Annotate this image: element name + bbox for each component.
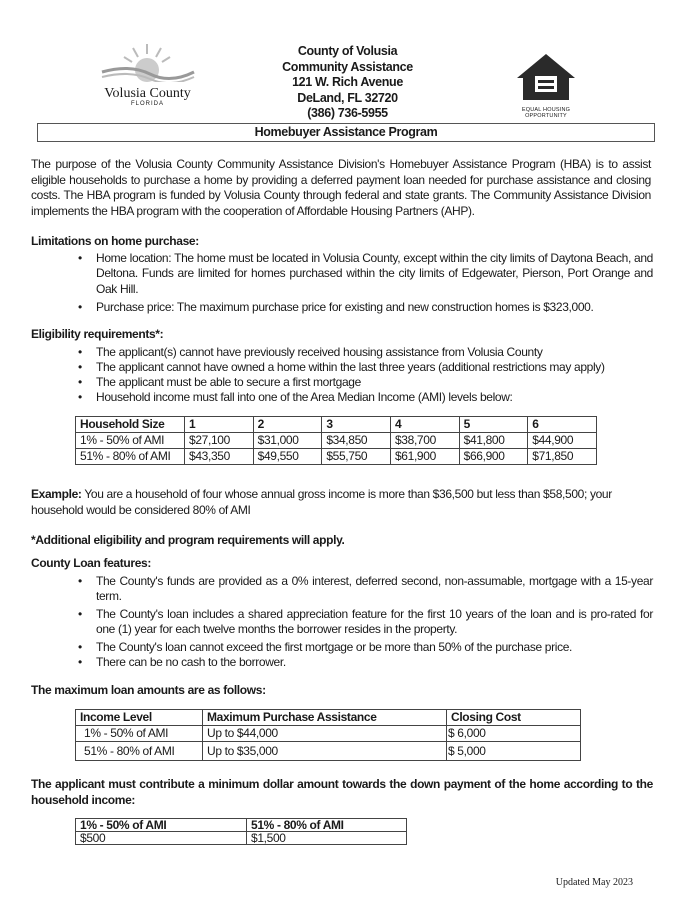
header-cell: 2: [253, 417, 322, 433]
program-title: Homebuyer Assistance Program: [37, 123, 655, 142]
cell: $27,100: [185, 433, 254, 449]
header-cell: Income Level: [76, 710, 203, 726]
header-cell: 6: [528, 417, 597, 433]
sun-logo-icon: [100, 42, 195, 82]
table-row: [76, 832, 407, 845]
eligibility-section: [31, 327, 653, 405]
org-name: County of Volusia: [297, 44, 398, 58]
cell: $34,850: [322, 433, 391, 449]
list-item: • The applicant(s) cannot have previously received housing assistance from Volusia County: [78, 345, 653, 360]
list-item: • The County's loan cannot exceed the first mortgage or be more than 50% of the purchase price.: [78, 640, 653, 656]
loan-features-heading: County Loan features:: [31, 556, 151, 570]
cell: 1% - 50% of AMI: [76, 433, 185, 449]
table-row: [76, 449, 597, 465]
cell: 51% - 80% of AMI: [76, 449, 185, 465]
cell: $43,350: [185, 449, 254, 465]
loan-features-section: [31, 556, 653, 671]
cell: Up to $44,000: [203, 726, 447, 742]
cell: $31,000: [253, 433, 322, 449]
street-address: 121 W. Rich Avenue: [292, 75, 403, 89]
eligibility-heading: Eligibility requirements*:: [31, 327, 164, 341]
city-state-zip: DeLand, FL 32720: [297, 90, 398, 105]
contribution-table: [75, 818, 407, 845]
logo-sub: FLORIDA: [130, 100, 164, 107]
cell: $61,900: [390, 449, 459, 465]
equal-housing-logo: [515, 52, 577, 119]
max-loan-heading: The maximum loan amounts are as follows:: [31, 683, 266, 697]
table-row: [76, 726, 581, 742]
list-item: • The County's loan includes a shared appreciation feature for the first 10 years of the loan and is pro-rated for one (1) year for each twelve months the borrower resides in the property.: [78, 607, 653, 638]
additional-note: *Additional eligibility and program requirements will apply.: [31, 533, 345, 547]
list-item: • Purchase price: The maximum purchase price for existing and new construction homes is $323,000.: [78, 300, 653, 316]
list-item: • There can be no cash to the borrower.: [78, 655, 653, 671]
table-header-row: [76, 710, 581, 726]
eho-line1: EQUAL HOUSING: [521, 106, 571, 113]
eho-line2: OPPORTUNITY: [525, 112, 567, 119]
table-row: [76, 742, 581, 761]
cell: $1,500: [247, 832, 407, 845]
list-item: • The applicant cannot have owned a home within the last three years (additional restrictions may apply): [78, 360, 653, 375]
intro-paragraph: The purpose of the Volusia County Community Assistance Division's Homebuyer Assistance Program (HBA) is to assist eligible households to purchase a home by providing a deferred payment loan needed for purchase assistance and closing costs. The HBA program is funded by Volusia County through federal and state grants. The Community Assistance Division implements the HBA program with the cooperation of Affordable Housing Partners (AHP).: [31, 157, 651, 218]
cell: $71,850: [528, 449, 597, 465]
header-cell: Closing Cost: [447, 710, 581, 726]
header-cell: 4: [390, 417, 459, 433]
cell: $66,900: [459, 449, 528, 465]
example-label: Example:: [31, 487, 82, 501]
list-item: • The County's funds are provided as a 0% interest, deferred second, non-assumable, mortgage with a 15-year term.: [78, 574, 653, 605]
cell: $ 6,000: [447, 726, 581, 742]
header-cell: 1: [185, 417, 254, 433]
header-cell: 5: [459, 417, 528, 433]
list-item: • Home location: The home must be located in Volusia County, except within the city limits of Daytona Beach, and Deltona. Funds are limited for homes purchased within the city limits of Edgewater, Pierson, Port Orange and Oak Hill.: [78, 251, 653, 298]
letterhead-address: [200, 44, 495, 122]
limitations-heading: Limitations on home purchase:: [31, 234, 199, 248]
equal-housing-house-icon: [515, 52, 577, 102]
cell: $55,750: [322, 449, 391, 465]
example-paragraph: [31, 487, 656, 518]
table-header-row: [76, 417, 597, 433]
limitations-section: [31, 234, 653, 316]
list-item: • Household income must fall into one of the Area Median Income (AMI) levels below:: [78, 390, 653, 405]
table-header-row: [76, 819, 407, 832]
cell: $49,550: [253, 449, 322, 465]
volusia-county-logo: [100, 42, 195, 107]
table-row: [76, 433, 597, 449]
header-cell: 51% - 80% of AMI: [247, 819, 407, 832]
cell: 51% - 80% of AMI: [76, 742, 203, 761]
updated-date: Updated May 2023: [555, 877, 633, 888]
cell: $ 5,000: [447, 742, 581, 761]
ami-income-table: [75, 416, 597, 465]
header-cell: 1% - 50% of AMI: [76, 819, 247, 832]
max-loan-table: [75, 709, 581, 761]
cell: $41,800: [459, 433, 528, 449]
cell: $44,900: [528, 433, 597, 449]
cell: 1% - 50% of AMI: [76, 726, 203, 742]
header-cell: 3: [322, 417, 391, 433]
header-cell: Household Size: [76, 417, 185, 433]
example-text: You are a household of four whose annual gross income is more than $36,500 but less than $58,500; your household would be considered 80% of AMI: [31, 487, 612, 517]
logo-name: Volusia County: [104, 85, 191, 101]
list-item: • The applicant must be able to secure a first mortgage: [78, 375, 653, 390]
cell: Up to $35,000: [203, 742, 447, 761]
phone-number: (386) 736-5955: [307, 106, 388, 120]
cell: $500: [76, 832, 247, 845]
header-cell: Maximum Purchase Assistance: [203, 710, 447, 726]
cell: $38,700: [390, 433, 459, 449]
contribution-heading: The applicant must contribute a minimum dollar amount towards the down payment of the home according to the household income:: [31, 777, 653, 807]
division-name: Community Assistance: [282, 59, 413, 74]
